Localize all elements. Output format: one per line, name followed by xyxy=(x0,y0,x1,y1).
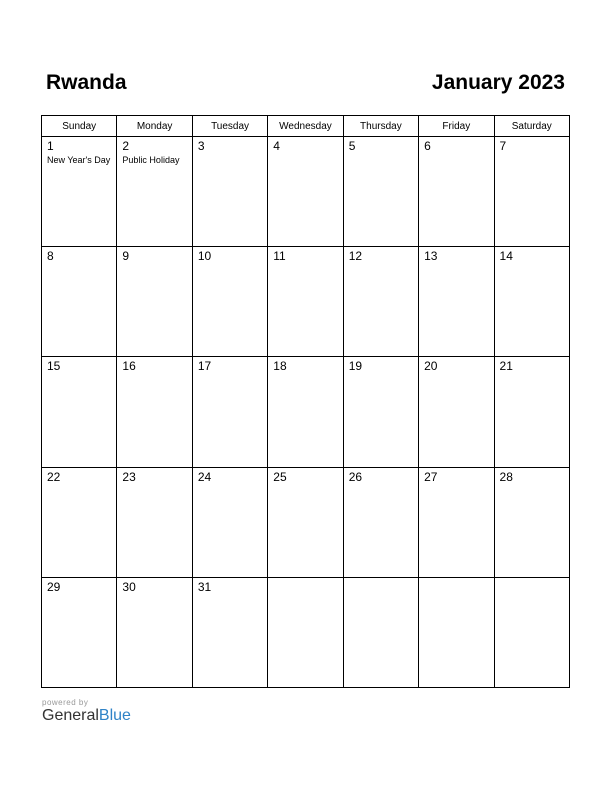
day-cell xyxy=(192,577,267,687)
day-number: 28 xyxy=(499,469,513,484)
day-number: 22 xyxy=(47,469,61,484)
day-cell xyxy=(268,577,343,687)
day-cell xyxy=(117,577,192,687)
day-number: 11 xyxy=(273,249,286,264)
day-cell xyxy=(117,137,192,247)
day-number: 3 xyxy=(197,139,205,153)
day-number: 19 xyxy=(348,359,363,374)
weekday-saturday: Saturday xyxy=(494,116,569,137)
day-number xyxy=(268,578,342,581)
holiday-label: New Year's Day xyxy=(47,155,111,165)
day-cell xyxy=(494,137,569,247)
day-cell xyxy=(42,577,117,687)
day-cell xyxy=(192,467,267,577)
day-cell xyxy=(419,467,494,577)
day-number: 4 xyxy=(273,139,280,153)
day-cell xyxy=(268,357,343,467)
day-cell xyxy=(42,247,117,357)
day-number: 18 xyxy=(273,359,287,374)
powered-by-label: powered by xyxy=(42,698,89,707)
day-number: 16 xyxy=(122,359,136,374)
weekday-friday: Friday xyxy=(419,116,494,137)
month-year-title: January 2023 xyxy=(431,71,565,94)
day-cell xyxy=(419,577,494,687)
day-cell xyxy=(117,467,192,577)
week-row-3 xyxy=(42,357,570,467)
day-number: 26 xyxy=(348,469,363,484)
day-cell xyxy=(117,357,192,467)
weekday-wednesday: Wednesday xyxy=(268,116,343,137)
day-number: 29 xyxy=(47,579,61,594)
day-cell xyxy=(494,467,569,577)
day-number: 24 xyxy=(197,469,212,484)
day-number: 7 xyxy=(499,139,507,153)
day-cell xyxy=(419,137,494,247)
day-cell xyxy=(343,247,418,357)
weekday-header-row xyxy=(42,116,570,137)
day-cell xyxy=(268,247,343,357)
day-number: 15 xyxy=(47,359,61,374)
day-number: 27 xyxy=(424,469,438,484)
day-number: 13 xyxy=(424,249,438,264)
calendar-grid xyxy=(41,115,570,688)
footer-branding xyxy=(42,698,131,725)
day-cell xyxy=(192,137,267,247)
day-cell xyxy=(494,577,569,687)
day-number: 17 xyxy=(197,359,212,374)
day-number: 2 xyxy=(122,139,130,153)
weekday-sunday: Sunday xyxy=(42,116,117,137)
day-number: 9 xyxy=(122,249,130,264)
day-cell xyxy=(419,357,494,467)
day-cell xyxy=(494,357,569,467)
day-cell xyxy=(343,357,418,467)
weekday-monday: Monday xyxy=(117,116,192,137)
day-cell xyxy=(192,247,267,357)
day-number: 14 xyxy=(499,249,513,264)
weekday-tuesday: Tuesday xyxy=(192,116,267,137)
day-number: 10 xyxy=(197,249,212,264)
day-cell xyxy=(42,137,117,247)
day-cell xyxy=(494,247,569,357)
day-cell xyxy=(192,357,267,467)
day-number: 25 xyxy=(273,469,287,484)
brand-general: General xyxy=(42,707,99,724)
day-number xyxy=(419,578,493,581)
day-number: 31 xyxy=(197,579,212,594)
day-number: 30 xyxy=(122,579,136,594)
weekday-thursday: Thursday xyxy=(343,116,418,137)
day-cell xyxy=(419,247,494,357)
day-cell xyxy=(42,357,117,467)
day-cell xyxy=(343,577,418,687)
day-number: 21 xyxy=(499,359,513,374)
week-row-4 xyxy=(42,467,570,577)
day-number: 12 xyxy=(348,249,363,264)
week-row-1 xyxy=(42,137,570,247)
day-number: 1 xyxy=(47,139,54,153)
day-number xyxy=(344,578,418,581)
generalblue-logo xyxy=(42,707,131,725)
day-cell xyxy=(343,137,418,247)
day-number xyxy=(495,578,569,581)
holiday-label: Public Holiday xyxy=(122,155,180,165)
day-number: 5 xyxy=(348,139,356,153)
day-cell xyxy=(343,467,418,577)
day-number: 20 xyxy=(424,359,438,374)
day-cell xyxy=(268,467,343,577)
week-row-2 xyxy=(42,247,570,357)
day-number: 8 xyxy=(47,249,54,264)
day-number: 6 xyxy=(424,139,431,153)
week-row-5 xyxy=(42,577,570,687)
day-cell xyxy=(42,467,117,577)
day-cell xyxy=(117,247,192,357)
day-number: 23 xyxy=(122,469,136,484)
brand-blue: Blue xyxy=(98,707,131,724)
day-cell xyxy=(268,137,343,247)
country-title: Rwanda xyxy=(46,71,127,94)
